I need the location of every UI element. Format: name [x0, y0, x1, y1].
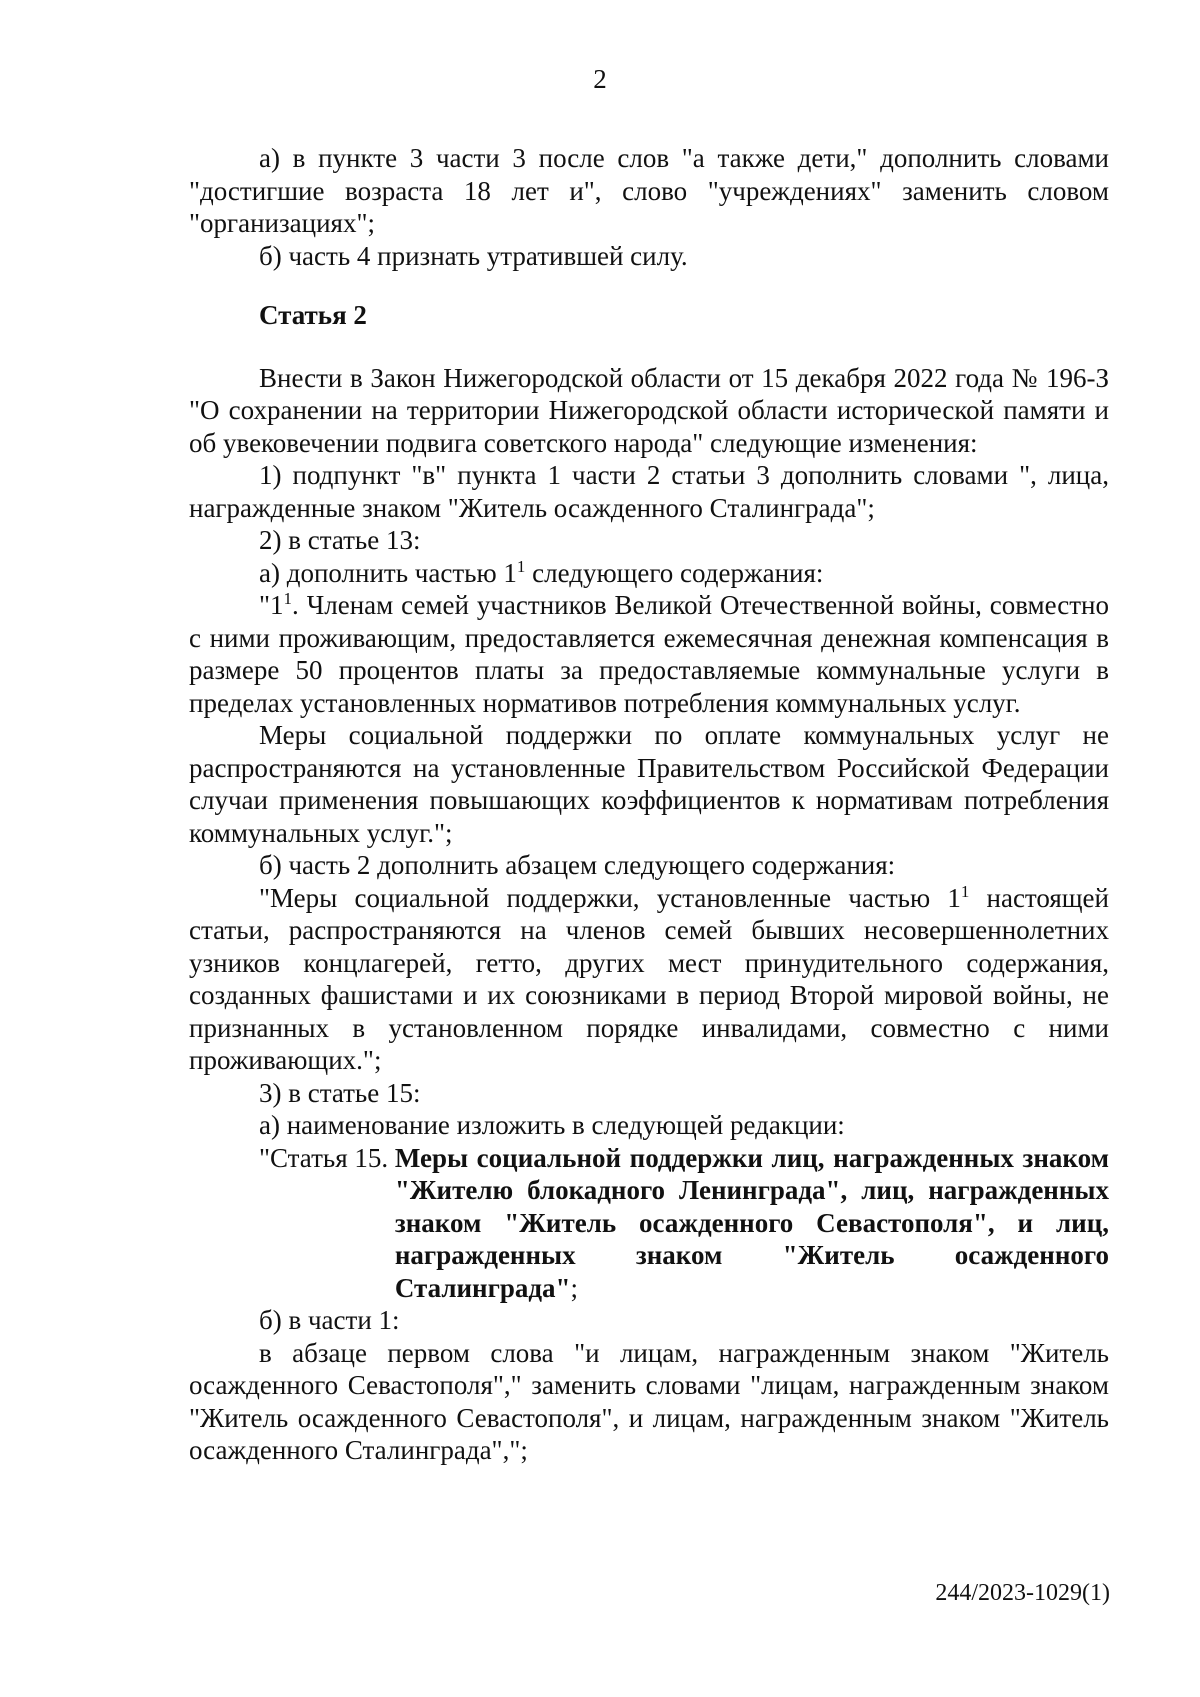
article-15-label: "Статья 15.	[259, 1142, 395, 1173]
paragraph-first-abstract: в абзаце первом слова "и лицам, награжденным знаком "Житель осажденного Севастополя"," заменить словами "лицам, награжденным знаком "Житель осажденного Севастополя", и лицам, награжденным знаком "Житель осажденного Сталинграда",";	[189, 1337, 1109, 1465]
paragraph-item-2b: б) часть 2 дополнить абзацем следующего содержания:	[259, 850, 896, 880]
paragraph-item-2: 2) в статье 13:	[259, 525, 421, 555]
paragraph-new-abstract	[189, 882, 1109, 1077]
superscript: 1	[283, 589, 293, 608]
paragraph-item-3b: б) в части 1:	[259, 1305, 400, 1335]
paragraph-amendment-a: а) в пункте 3 части 3 после слов "а также дети," дополнить словами "достигшие возраста 18 лет и", слово "учреждениях" заменить словом "организациях";	[189, 143, 1109, 238]
text-segment: Меры социальной поддержки лиц, награжденных знаком "Жителю блокадного Ленинграда", лиц, награжденных знаком "Житель осажденного Севастополя", и лиц, награжденных знаком "Житель осажденного Сталинграда"	[394, 1142, 1109, 1303]
document-body	[189, 142, 1109, 1467]
document-code: 244/2023-1029(1)	[935, 1580, 1110, 1606]
text-segment: настоящей статьи, распространяются на членов семей бывших несовершеннолетних узников концлагерей, гетто, других мест принудительного содержания, созданных фашистами и их союзниками в период Второй мировой войны, не признанных в установленном порядке инвалидами, совместно с ними проживающих.";	[189, 882, 1109, 1075]
paragraph-item-1: 1) подпункт "в" пункта 1 части 2 статьи 3 дополнить словами ", лица, награжденные знаком "Житель осажденного Сталинграда";	[189, 460, 1109, 523]
paragraph-introduce-changes: Внести в Закон Нижегородской области от 15 декабря 2022 года № 196-З "О сохранении на территории Нижегородской области исторической памяти и об увековечении подвига советского народа" следующие изменения:	[189, 362, 1109, 458]
paragraph-part-1-1	[189, 589, 1109, 719]
text-segment: следующего содержания:	[525, 557, 824, 588]
text-segment: а) дополнить частью 1	[259, 557, 517, 588]
text-segment: "1	[259, 590, 284, 620]
superscript: 1	[516, 556, 526, 576]
paragraph-social-support: Меры социальной поддержки по оплате коммунальных услуг не распространяются на установленные Правительством Российской Федерации случаи применения повышающих коэффициентов к нормативам потребления коммунальных услуг.";	[189, 720, 1109, 848]
text-segment: ;	[570, 1272, 579, 1303]
text-segment: "Меры социальной поддержки, установленные частью 1	[259, 882, 961, 913]
paragraph-item-3a: а) наименование изложить в следующей редакции:	[259, 1110, 845, 1140]
article-15-title	[189, 1142, 1109, 1305]
superscript: 1	[960, 881, 970, 901]
paragraph-item-3: 3) в статье 15:	[259, 1077, 421, 1108]
text-segment: . Членам семей участников Великой Отечественной войны, совместно с ними проживающим, предоставляется ежемесячная денежная компенсация в размере 50 процентов платы за предоставляемые коммунальные услуги в пределах установленных нормативов потребления коммунальных услуг.	[189, 590, 1109, 718]
paragraph-item-2a	[189, 557, 1109, 590]
paragraph-amendment-b: б) часть 4 признать утратившей силу.	[259, 240, 688, 271]
article-15-name	[395, 1142, 1109, 1305]
page-number: 2	[593, 64, 607, 94]
article-heading: Статья 2	[259, 300, 367, 330]
